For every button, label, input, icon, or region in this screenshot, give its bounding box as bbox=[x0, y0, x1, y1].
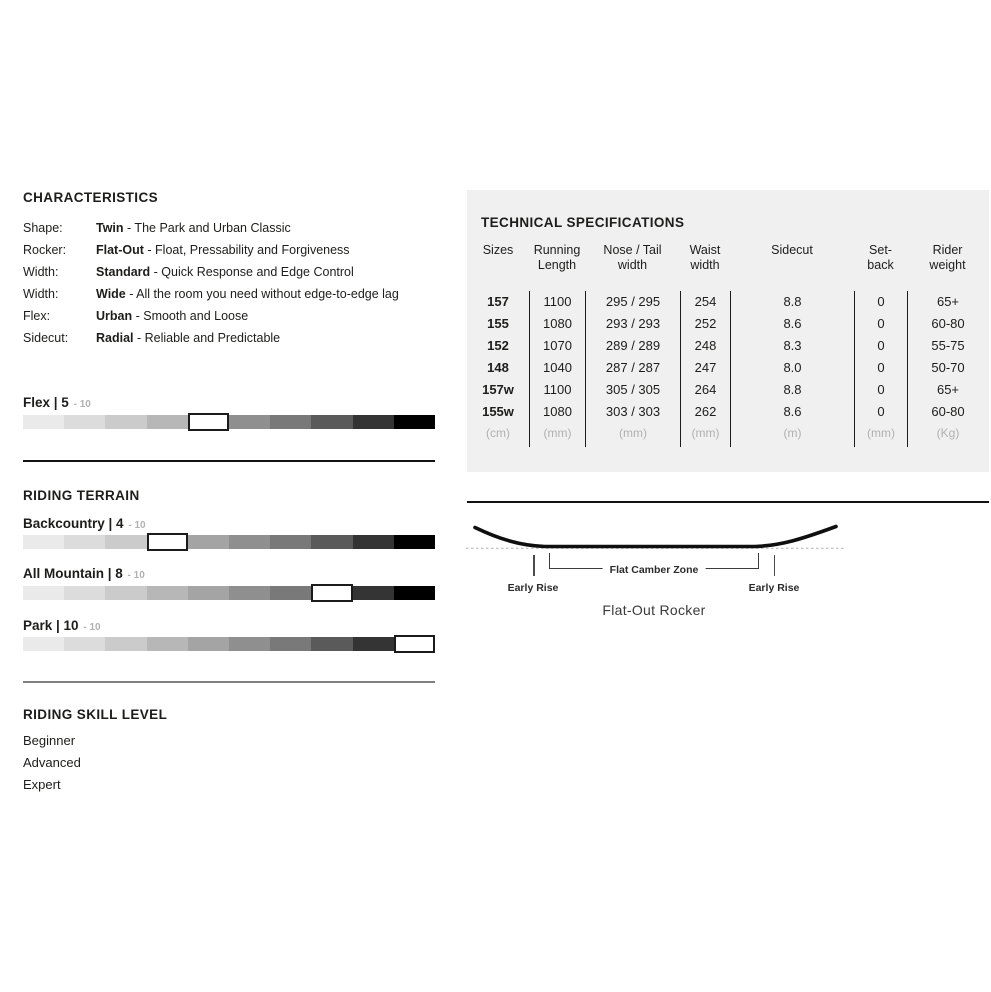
rating-segment bbox=[270, 586, 311, 600]
table-cell: 264 bbox=[680, 379, 730, 401]
column-header: Running Length bbox=[533, 243, 581, 272]
rating-segment bbox=[147, 533, 188, 551]
unit-cell: (mm) bbox=[585, 423, 680, 447]
rating-segment bbox=[229, 637, 270, 651]
rating-segment bbox=[105, 535, 146, 549]
rating-segment bbox=[64, 415, 105, 429]
table-cell: 0 bbox=[854, 313, 907, 335]
early-rise-tick-left bbox=[533, 555, 535, 576]
table-cell: 65+ bbox=[907, 291, 988, 313]
characteristic-description: - Quick Response and Edge Control bbox=[150, 265, 354, 279]
units-row bbox=[467, 423, 988, 447]
rating-name-and-value: All Mountain | 8 bbox=[23, 566, 123, 581]
section-divider-terrain bbox=[23, 681, 435, 683]
table-cell: 1040 bbox=[529, 357, 585, 379]
characteristic-description: - All the room you need without edge-to-edge lag bbox=[125, 287, 399, 301]
column-header: Nose / Tail width bbox=[603, 243, 662, 272]
skill-level-beginner: Beginner bbox=[23, 733, 76, 748]
table-cell: 1080 bbox=[529, 401, 585, 423]
characteristic-label: Width: bbox=[23, 287, 59, 301]
rating-segment bbox=[147, 637, 188, 651]
characteristic-row bbox=[23, 239, 435, 261]
board-profile-diagram bbox=[465, 518, 845, 552]
rating-segment bbox=[188, 637, 229, 651]
table-cell: 157 bbox=[487, 294, 509, 309]
park-rating-label bbox=[23, 618, 101, 635]
rating-max: - 10 bbox=[124, 570, 145, 581]
table-cell: 247 bbox=[680, 357, 730, 379]
table-cell: 8.3 bbox=[730, 335, 854, 357]
characteristic-term: Flat-Out bbox=[96, 243, 144, 257]
rating-segment bbox=[64, 535, 105, 549]
characteristic-term: Radial bbox=[96, 331, 134, 345]
unit-cell: (cm) bbox=[486, 426, 510, 440]
rocker-type-caption: Flat-Out Rocker bbox=[602, 602, 706, 618]
characteristic-term: Twin bbox=[96, 221, 124, 235]
column-header: Set- back bbox=[867, 243, 894, 272]
rating-segment bbox=[188, 586, 229, 600]
rating-segment bbox=[311, 535, 352, 549]
table-row bbox=[467, 357, 988, 379]
board-outline bbox=[475, 527, 836, 547]
rating-segment bbox=[270, 637, 311, 651]
table-cell: 155 bbox=[487, 316, 509, 331]
flat-camber-zone-label: Flat Camber Zone bbox=[603, 564, 706, 576]
characteristic-label: Rocker: bbox=[23, 243, 67, 257]
column-header: Sizes bbox=[482, 243, 514, 257]
rating-segment bbox=[64, 637, 105, 651]
table-cell: 8.6 bbox=[730, 401, 854, 423]
characteristic-label: Shape: bbox=[23, 221, 63, 235]
rating-name-and-value: Flex | 5 bbox=[23, 395, 69, 410]
rating-segment bbox=[105, 415, 146, 429]
rating-max: - 10 bbox=[80, 622, 101, 633]
rating-segment bbox=[147, 586, 188, 600]
rating-segment bbox=[270, 415, 311, 429]
table-cell: 60-80 bbox=[907, 401, 988, 423]
table-cell: 252 bbox=[680, 313, 730, 335]
riding-skill-title: RIDING SKILL LEVEL bbox=[23, 707, 168, 722]
table-row bbox=[467, 335, 988, 357]
characteristic-row bbox=[23, 327, 435, 349]
rating-name-and-value: Park | 10 bbox=[23, 618, 79, 633]
table-cell: 305 / 305 bbox=[585, 379, 680, 401]
rating-segment bbox=[353, 637, 394, 651]
all-mountain-rating-bar bbox=[23, 584, 435, 602]
table-cell: 0 bbox=[854, 291, 907, 313]
table-cell: 157w bbox=[482, 382, 514, 397]
backcountry-rating-bar bbox=[23, 533, 435, 551]
rating-segment bbox=[229, 415, 270, 429]
rating-segment bbox=[353, 586, 394, 600]
tech-specs-header-row bbox=[467, 243, 988, 273]
rating-segment bbox=[229, 535, 270, 549]
table-cell: 0 bbox=[854, 401, 907, 423]
rating-segment bbox=[147, 415, 188, 429]
table-row bbox=[467, 291, 988, 313]
rating-segment bbox=[229, 586, 270, 600]
characteristic-label: Width: bbox=[23, 265, 59, 279]
characteristic-label: Sidecut: bbox=[23, 331, 69, 345]
table-cell: 289 / 289 bbox=[585, 335, 680, 357]
table-cell: 65+ bbox=[907, 379, 988, 401]
tech-specs-table bbox=[467, 291, 988, 447]
table-cell: 55-75 bbox=[907, 335, 988, 357]
characteristic-label: Flex: bbox=[23, 309, 51, 323]
skill-level-advanced: Advanced bbox=[23, 755, 81, 770]
rating-max: - 10 bbox=[70, 399, 91, 410]
rating-segment bbox=[394, 586, 435, 600]
rating-segment bbox=[394, 535, 435, 549]
flex-rating-bar bbox=[23, 413, 435, 431]
table-cell: 148 bbox=[487, 360, 509, 375]
characteristic-row bbox=[23, 283, 435, 305]
table-row bbox=[467, 313, 988, 335]
rating-segment bbox=[311, 584, 352, 602]
table-cell: 0 bbox=[854, 357, 907, 379]
rating-segment bbox=[64, 586, 105, 600]
rating-segment bbox=[311, 637, 352, 651]
characteristics-title: CHARACTERISTICS bbox=[23, 190, 159, 205]
unit-cell: (mm) bbox=[854, 423, 907, 447]
unit-cell: (mm) bbox=[680, 423, 730, 447]
rating-segment bbox=[270, 535, 311, 549]
table-cell: 287 / 287 bbox=[585, 357, 680, 379]
tech-specs-title: TECHNICAL SPECIFICATIONS bbox=[481, 215, 685, 230]
table-cell: 0 bbox=[854, 379, 907, 401]
rating-segment bbox=[23, 637, 64, 651]
table-cell: 155w bbox=[482, 404, 514, 419]
rating-segment bbox=[23, 535, 64, 549]
characteristic-term: Urban bbox=[96, 309, 133, 323]
rating-segment bbox=[394, 635, 435, 653]
section-divider-flex bbox=[23, 460, 435, 462]
table-cell: 8.0 bbox=[730, 357, 854, 379]
table-row bbox=[467, 379, 988, 401]
unit-cell: (Kg) bbox=[907, 423, 988, 447]
characteristic-description: - Reliable and Predictable bbox=[133, 331, 281, 345]
column-header: Rider weight bbox=[929, 243, 966, 272]
table-cell: 248 bbox=[680, 335, 730, 357]
column-header: Sidecut bbox=[771, 243, 813, 257]
table-cell: 50-70 bbox=[907, 357, 988, 379]
rating-segment bbox=[311, 415, 352, 429]
characteristic-row bbox=[23, 217, 435, 239]
unit-cell: (m) bbox=[730, 423, 854, 447]
table-cell: 295 / 295 bbox=[585, 291, 680, 313]
early-rise-tick-right bbox=[774, 555, 776, 576]
table-cell: 0 bbox=[854, 335, 907, 357]
table-cell: 8.8 bbox=[730, 291, 854, 313]
backcountry-rating-label bbox=[23, 516, 146, 533]
table-cell: 1100 bbox=[529, 291, 585, 313]
characteristic-description: - Float, Pressability and Forgiveness bbox=[143, 243, 350, 257]
riding-terrain-title: RIDING TERRAIN bbox=[23, 488, 140, 503]
table-cell: 1080 bbox=[529, 313, 585, 335]
rating-segment bbox=[23, 586, 64, 600]
column-header: Waist width bbox=[689, 243, 721, 272]
rating-max: - 10 bbox=[125, 520, 146, 531]
table-cell: 293 / 293 bbox=[585, 313, 680, 335]
rating-segment bbox=[353, 535, 394, 549]
characteristic-term: Wide bbox=[96, 287, 126, 301]
table-cell: 152 bbox=[487, 338, 509, 353]
skill-level-expert: Expert bbox=[23, 777, 61, 792]
panel-divider bbox=[467, 501, 989, 503]
table-cell: 8.8 bbox=[730, 379, 854, 401]
flex-rating-label bbox=[23, 395, 91, 412]
rating-segment bbox=[105, 637, 146, 651]
characteristic-row bbox=[23, 305, 435, 327]
characteristics-list bbox=[23, 217, 435, 349]
characteristic-term: Standard bbox=[96, 265, 151, 279]
table-cell: 254 bbox=[680, 291, 730, 313]
table-cell: 262 bbox=[680, 401, 730, 423]
rating-segment bbox=[188, 413, 229, 431]
early-rise-label-left: Early Rise bbox=[507, 582, 559, 594]
characteristic-description: - The Park and Urban Classic bbox=[123, 221, 291, 235]
table-cell: 8.6 bbox=[730, 313, 854, 335]
rating-segment bbox=[23, 415, 64, 429]
table-cell: 60-80 bbox=[907, 313, 988, 335]
rating-segment bbox=[353, 415, 394, 429]
rating-segment bbox=[188, 535, 229, 549]
all-mountain-rating-label bbox=[23, 566, 145, 583]
characteristic-row bbox=[23, 261, 435, 283]
table-row bbox=[467, 401, 988, 423]
early-rise-label-right: Early Rise bbox=[748, 582, 800, 594]
unit-cell: (mm) bbox=[529, 423, 585, 447]
tech-specs-panel bbox=[467, 190, 989, 472]
characteristic-description: - Smooth and Loose bbox=[132, 309, 249, 323]
flat-camber-zone-bracket bbox=[549, 553, 759, 576]
rating-segment bbox=[394, 415, 435, 429]
rating-segment bbox=[105, 586, 146, 600]
rating-name-and-value: Backcountry | 4 bbox=[23, 516, 124, 531]
table-cell: 303 / 303 bbox=[585, 401, 680, 423]
table-cell: 1070 bbox=[529, 335, 585, 357]
park-rating-bar bbox=[23, 635, 435, 653]
table-cell: 1100 bbox=[529, 379, 585, 401]
